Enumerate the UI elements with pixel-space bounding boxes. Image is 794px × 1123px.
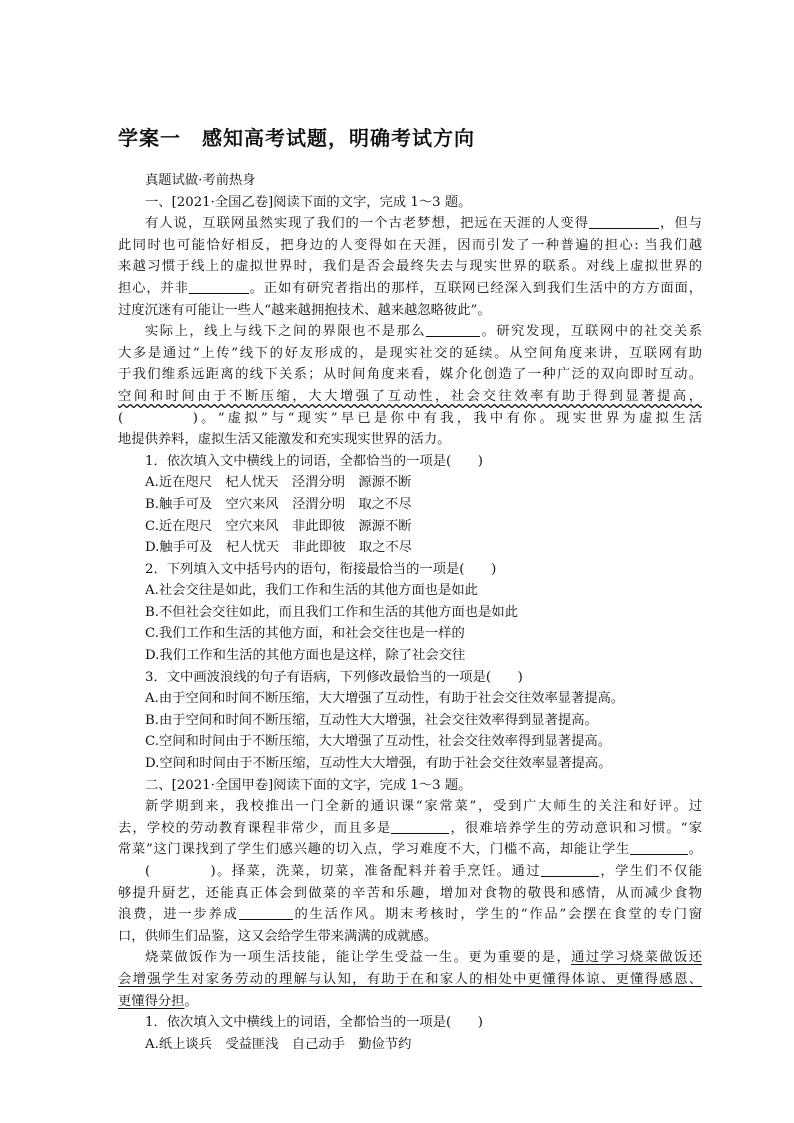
paragraph-line: 更懂得分担。	[118, 993, 198, 1009]
paragraph-line: 实际上，线上与线下之间的界限也不是那么 。研究发现，互联网中的社交关系	[145, 324, 702, 340]
question: 1．依次填入文中横线上的词语，全都恰当的一项是( )	[145, 1015, 483, 1031]
document-body	[118, 170, 702, 1055]
option: A.近在咫尺 杞人忧天 泾渭分明 源源不断	[145, 475, 412, 491]
section-header: 真题试做·考前热身	[145, 173, 256, 188]
option: A.纸上谈兵 受益匪浅 自己动手 勤俭节约	[145, 1036, 412, 1052]
paragraph-line	[118, 386, 702, 408]
paragraph-line: 够提升厨艺，还能真正体会到做菜的辛苦和乐趣，增加对食物的敬畏和感情，从而减少食物	[118, 885, 702, 901]
underlined-sentence: 通过学习烧菜做饭还	[571, 950, 702, 966]
paragraph-line: 地提供养料，虚拟生活又能激发和充实现实世界的活力。	[118, 432, 451, 448]
paragraph-line: 担心，并非 。正如有研究者指出的那样，互联网已经深入到我们生活中的方方面面，	[118, 280, 702, 296]
paragraph-line: 此同时也可能恰好相反，把身边的人变得如在天涯，因而引发了一种普遍的担心: 当我们越	[118, 237, 702, 253]
fill-blank	[630, 841, 688, 855]
option: B.由于空间和时间不断压缩，互动性大大增强，社会交往效率得到显著提高。	[145, 712, 598, 728]
option: D.空间和时间由于不断压缩，互动性大大增强，有助于社会交往效率显著提高。	[145, 756, 612, 772]
paragraph-line: 来越习惯于线上的虚拟世界时，我们是否会最终失去与现实世界的联系。对线上虚拟世界的	[118, 259, 702, 275]
paragraph-line: ( )。择菜，洗菜，切菜，准备配料并着手烹饪。通过 ，学生们不仅能	[145, 864, 702, 879]
question: 3．文中画波浪线的句子有语病，下列修改最恰当的一项是( )	[145, 669, 523, 685]
paragraph-line: ( )。“虚拟”与“现实”早已是你中有我，我中有你。现实世界为虚拟生活	[118, 410, 702, 426]
part1-heading: 一、[2021·全国乙卷]阅读下面的文字，完成 1～3 题。	[145, 194, 472, 210]
fill-blank	[239, 906, 293, 920]
fill-blank	[426, 323, 480, 337]
fill-blank	[189, 280, 249, 294]
option: C.空间和时间由于不断压缩，大大增强了互动性，社会交往效率得到显著提高。	[145, 734, 612, 750]
underlined-sentence: 会增强学生对家务劳动的理解与认知，有助于在和家人的相处中更懂得体谅、更懂得感恩、	[118, 971, 702, 987]
option: B.触手可及 空穴来风 泾渭分明 取之不尽	[145, 496, 412, 512]
option: C.近在咫尺 空穴来风 非此即彼 源源不断	[145, 518, 412, 534]
wavy-underlined-sentence: 空间和时间由于不断压缩，大大增强了互动性，社会交往效率有助于得到显著提高，	[118, 388, 702, 404]
option: A.社会交往是如此，我们工作和生活的其他方面也是如此	[145, 583, 478, 599]
paragraph-line: 浪费，进一步养成 的生活作风。期末考核时，学生的“作品”会摆在食堂的专门窗	[118, 907, 702, 923]
option: B.不但社会交往如此，而且我们工作和生活的其他方面也是如此	[145, 604, 519, 620]
paragraph-line: 去，学校的劳动教育课程非常少，而且多是 ，很难培养学生的劳动意识和习惯。“家	[118, 820, 702, 836]
option: D.触手可及 杞人忧天 非此即彼 取之不尽	[145, 540, 413, 556]
paragraph-line: 大多是通过“上传”线下的好友形成的，是现实社交的延续。从空间角度来讲，互联网有助	[118, 345, 702, 361]
fill-blank	[541, 863, 599, 877]
option: A.由于空间和时间不断压缩，大大增强了互动性，有助于社会交往效率显著提高。	[145, 691, 625, 707]
question: 1．依次填入文中横线上的词语，全都恰当的一项是( )	[145, 453, 483, 469]
underlined-sentence: 更懂得分担	[118, 993, 185, 1009]
paragraph-line: 于我们维系远距离的线下关系；从时间角度来看，媒介化创造了一种广泛的双向即时互动。	[118, 367, 702, 383]
question: 2．下列填入文中括号内的语句，衔接最恰当的一项是( )	[145, 561, 497, 577]
paragraph-line	[118, 969, 702, 991]
option: C.我们工作和生活的其他方面，和社会交往也是一样的	[145, 626, 465, 642]
page-title: 学案一 感知高考试题，明确考试方向	[118, 126, 475, 150]
paragraph-line: 有人说，互联网虽然实现了我们的一个古老梦想，把远在天涯的人变得 ，但与	[145, 216, 702, 232]
part2-heading: 二、[2021·全国甲卷]阅读下面的文字，完成 1～3 题。	[145, 777, 472, 793]
paragraph-line: 口，供师生们品鉴，这又会给学生带来满满的成就感。	[118, 928, 438, 944]
fill-blank	[391, 820, 449, 834]
fill-blank	[589, 215, 659, 229]
paragraph-line: 过度沉迷有可能让一些人“越来越拥抱技术、越来越忽略彼此”。	[118, 302, 491, 318]
paragraph-line: 烧菜做饭作为一项生活技能，能让学生受益一生。更为重要的是，通过学习烧菜做饭还	[145, 950, 702, 966]
option: D.我们工作和生活的其他方面也是这样，除了社会交往	[145, 648, 466, 664]
paragraph-line: 常菜”这门课找到了学生们感兴趣的切入点，学习难度不大，门槛不高，却能让学生 。	[118, 842, 702, 858]
paragraph-line: 新学期到来，我校推出一门全新的通识课“家常菜”，受到广大师生的关注和好评。过	[145, 799, 702, 815]
